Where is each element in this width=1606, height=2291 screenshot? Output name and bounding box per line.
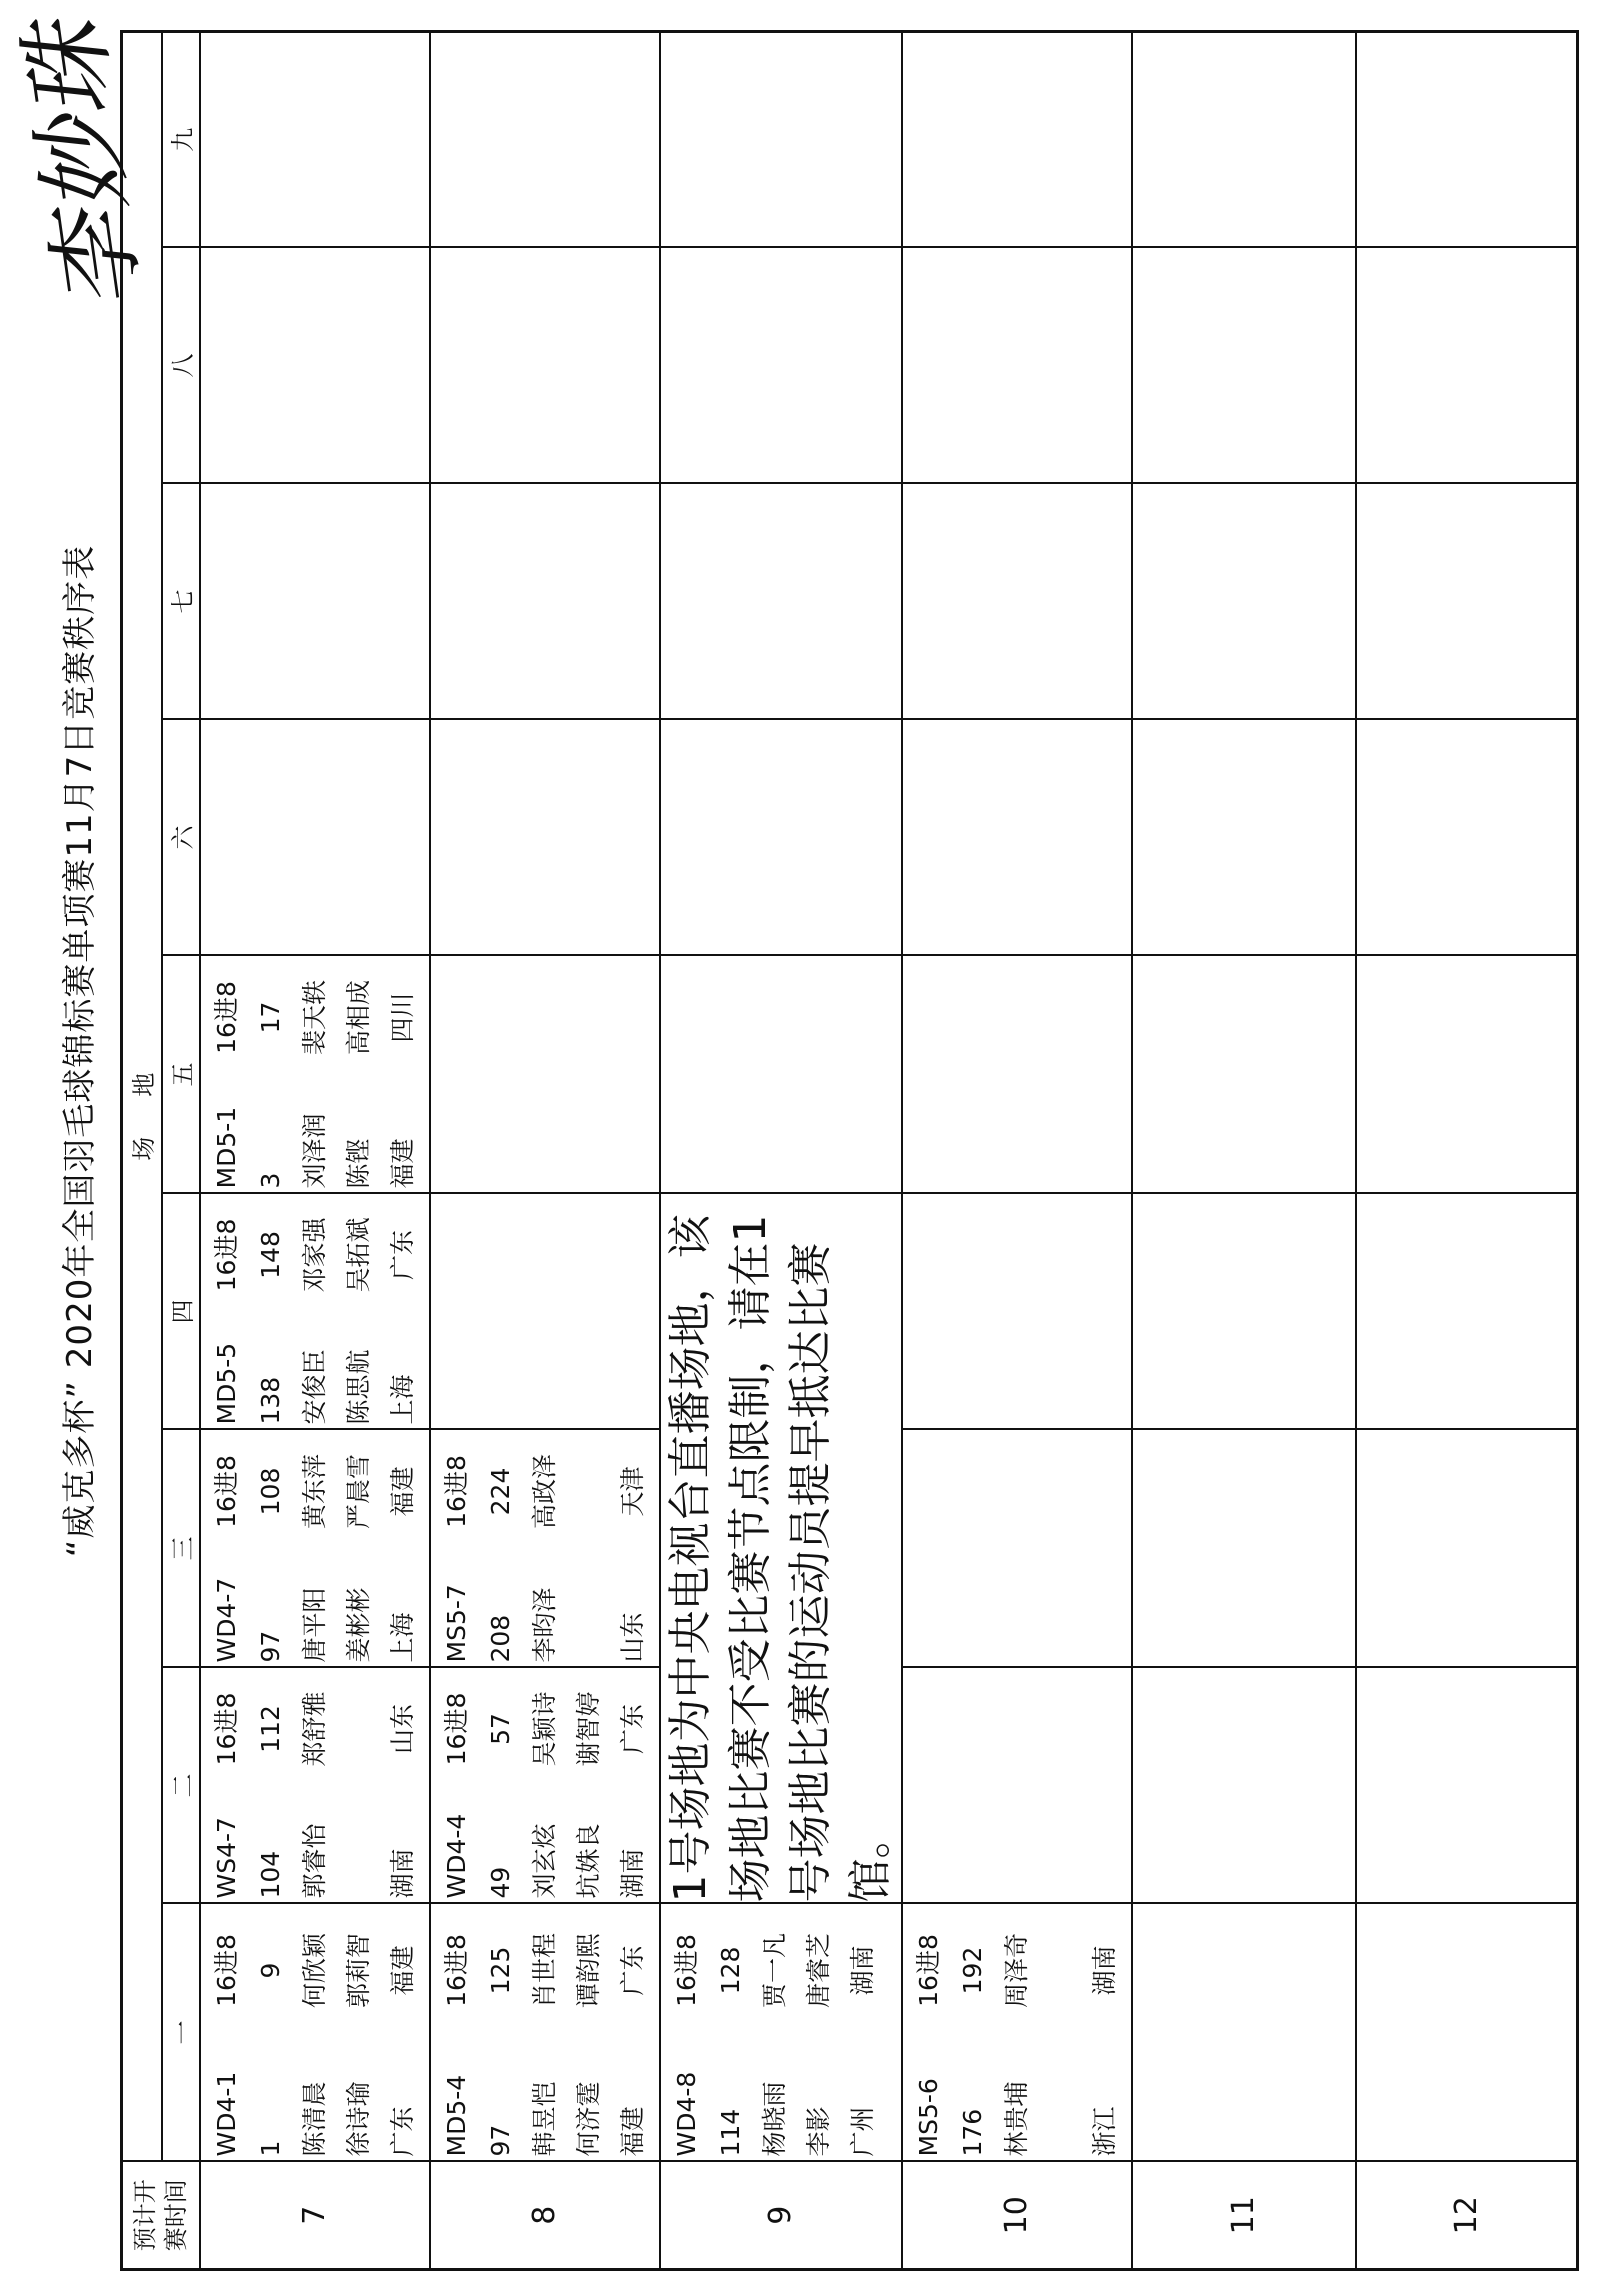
match-round: 16进8 — [441, 1455, 471, 1528]
empty-cell — [902, 484, 1132, 720]
handwritten-signature: 李妙珠 — [8, 15, 160, 317]
player-name: 唐平阳 — [299, 1587, 329, 1663]
match-round: 16进8 — [211, 1218, 241, 1292]
empty-cell — [902, 956, 1132, 1194]
page-title: “威克多杯” 2020年全国羽毛球锦标赛单项赛11月7日竞赛秩序表 — [60, 544, 100, 1558]
match-cell — [200, 956, 430, 1194]
court-header: 六 — [162, 720, 200, 956]
player-name — [337, 1673, 381, 1786]
seed-number: 9 — [255, 1962, 285, 1979]
province: 湖南 — [847, 1945, 877, 1996]
seed-number: 97 — [485, 2124, 515, 2157]
court-header: 二 — [162, 1668, 200, 1904]
empty-cell — [1356, 248, 1578, 484]
time-cell: 11 — [1132, 2162, 1356, 2270]
player-name: 贾一凡 — [759, 1933, 789, 2009]
empty-cell — [1132, 484, 1356, 720]
player-name: 林贵埔 — [1001, 2081, 1031, 2157]
seed-number: 125 — [485, 1946, 515, 1995]
empty-cell — [1356, 32, 1578, 248]
player-name: 安俊臣 — [299, 1349, 329, 1425]
player-name: 何济霆 — [573, 2081, 603, 2157]
match-code: MD5-4 — [441, 2074, 471, 2157]
empty-cell — [902, 1668, 1132, 1904]
time-row — [200, 32, 430, 2270]
empty-cell — [1356, 956, 1578, 1194]
match-code: WD4-1 — [211, 2071, 241, 2157]
schedule-table — [120, 30, 1579, 2271]
match-round: 16进8 — [441, 1692, 471, 1766]
court-header: 七 — [162, 484, 200, 720]
match-code: MD5-5 — [211, 1342, 241, 1425]
player-name: 杨晓雨 — [759, 2081, 789, 2157]
player-name: 唐睿芝 — [803, 1933, 833, 2009]
match-round: 16进8 — [211, 981, 241, 1054]
match-round: 16进8 — [671, 1934, 701, 2007]
match-cell — [430, 1430, 660, 1668]
court-header: 五 — [162, 956, 200, 1194]
province: 湖南 — [387, 1848, 417, 1899]
empty-cell — [1356, 1904, 1578, 2162]
empty-cell — [902, 720, 1132, 956]
province: 山东 — [387, 1704, 417, 1755]
player-name: 坑姝良 — [573, 1823, 603, 1899]
empty-cell — [430, 1194, 660, 1430]
seed-number: 97 — [255, 1630, 285, 1663]
player-name — [1039, 1909, 1083, 2033]
header-row-field — [122, 32, 162, 2270]
empty-cell — [200, 720, 430, 956]
time-cell: 10 — [902, 2162, 1132, 2270]
empty-cell — [902, 1194, 1132, 1430]
player-name: 谭韵熙 — [573, 1933, 603, 2009]
match-code: WD4-7 — [211, 1577, 241, 1663]
empty-cell — [1356, 484, 1578, 720]
player-name: 吴颖诗 — [529, 1691, 559, 1767]
match-round: 16进8 — [913, 1934, 943, 2007]
empty-cell — [1132, 248, 1356, 484]
empty-cell — [200, 32, 430, 248]
header-row-courts — [162, 32, 200, 2270]
empty-cell — [1132, 32, 1356, 248]
match-round: 16进8 — [441, 1934, 471, 2007]
time-cell: 7 — [200, 2162, 430, 2270]
province: 广东 — [387, 1230, 417, 1281]
match-code: WD4-4 — [441, 1813, 471, 1899]
player-name: 吴拓斌 — [343, 1217, 373, 1293]
empty-cell — [660, 956, 902, 1194]
province: 广东 — [387, 2106, 417, 2157]
player-name: 陈思航 — [343, 1349, 373, 1425]
province: 福建 — [387, 1138, 417, 1189]
seed-number: 138 — [255, 1376, 285, 1425]
court-header: 九 — [162, 32, 200, 248]
seed-number: 49 — [485, 1866, 515, 1899]
empty-cell — [660, 484, 902, 720]
match-round: 16进8 — [211, 1455, 241, 1528]
seed-number: 208 — [485, 1614, 515, 1663]
empty-cell — [1356, 1194, 1578, 1430]
empty-cell — [430, 248, 660, 484]
empty-cell — [1356, 1668, 1578, 1904]
province: 福建 — [617, 2106, 647, 2157]
empty-cell — [430, 956, 660, 1194]
province: 广东 — [617, 1945, 647, 1996]
empty-cell — [430, 720, 660, 956]
province: 广州 — [847, 2106, 877, 2157]
empty-cell — [660, 720, 902, 956]
player-name: 徐诗瑜 — [343, 2081, 373, 2157]
empty-cell — [1132, 956, 1356, 1194]
player-name: 刘玄炫 — [529, 1823, 559, 1899]
empty-cell — [200, 248, 430, 484]
time-row — [660, 32, 902, 2270]
empty-cell — [902, 1430, 1132, 1668]
court-header: 三 — [162, 1430, 200, 1668]
match-cell — [200, 1904, 430, 2162]
time-row — [430, 32, 660, 2270]
player-name: 陈清晨 — [299, 2081, 329, 2157]
seed-number: 17 — [255, 1001, 285, 1034]
player-name: 高相成 — [343, 980, 373, 1056]
empty-cell — [430, 484, 660, 720]
time-row — [1132, 32, 1356, 2270]
seed-number: 176 — [957, 2108, 987, 2157]
match-round: 16进8 — [211, 1692, 241, 1766]
match-cell — [430, 1668, 660, 1904]
time-row — [902, 32, 1132, 2270]
seed-number: 108 — [255, 1467, 285, 1516]
player-name: 郭睿怡 — [299, 1823, 329, 1899]
empty-cell — [1356, 1430, 1578, 1668]
court-header: 一 — [162, 1904, 200, 2162]
player-name: 郑舒雅 — [299, 1691, 329, 1767]
player-name: 郭莉智 — [343, 1933, 373, 2009]
player-name: 肖世程 — [529, 1933, 559, 2009]
empty-cell — [430, 32, 660, 248]
province: 浙江 — [1089, 2106, 1119, 2157]
player-name — [567, 1435, 611, 1549]
player-name: 严晨雪 — [343, 1454, 373, 1530]
empty-cell — [660, 248, 902, 484]
match-cell — [902, 1904, 1132, 2162]
match-code: MD5-1 — [211, 1106, 241, 1189]
empty-cell — [1132, 1194, 1356, 1430]
time-cell: 8 — [430, 2162, 660, 2270]
seed-number: 1 — [255, 2140, 285, 2157]
empty-cell — [660, 32, 902, 248]
match-cell — [200, 1668, 430, 1904]
match-code: WS4-7 — [211, 1817, 241, 1899]
player-name — [337, 1786, 381, 1899]
match-cell — [200, 1194, 430, 1430]
player-name: 韩昱恺 — [529, 2081, 559, 2157]
field-header: 场地 — [122, 32, 162, 2162]
seed-number: 104 — [255, 1850, 285, 1899]
empty-cell — [1132, 1904, 1356, 2162]
broadcast-notice: 1号场地为中央电视台直播场地，该场地比赛不受比赛节点限制，请在1号场地比赛的运动员提早抵达比赛馆。 — [660, 1194, 902, 1904]
seed-number: 128 — [715, 1946, 745, 1995]
province: 上海 — [387, 1374, 417, 1425]
province: 福建 — [387, 1945, 417, 1996]
province: 四川 — [387, 992, 417, 1043]
match-cell — [200, 1430, 430, 1668]
match-round: 16进8 — [211, 1934, 241, 2007]
player-name: 高政泽 — [529, 1454, 559, 1530]
time-cell: 12 — [1356, 2162, 1578, 2270]
match-cell — [660, 1904, 902, 2162]
empty-cell — [1132, 1668, 1356, 1904]
player-name: 周泽奇 — [1001, 1933, 1031, 2009]
province: 上海 — [387, 1612, 417, 1663]
seed-number: 148 — [255, 1231, 285, 1279]
seed-number: 3 — [255, 1172, 285, 1189]
player-name: 谢智婷 — [573, 1691, 603, 1767]
empty-cell — [200, 484, 430, 720]
player-name: 姜彬彬 — [343, 1587, 373, 1663]
player-name: 裴天轶 — [299, 980, 329, 1056]
province: 福建 — [387, 1466, 417, 1517]
player-name — [1039, 2033, 1083, 2157]
match-code: MS5-6 — [913, 2078, 943, 2157]
player-name — [567, 1549, 611, 1663]
seed-number: 114 — [715, 2108, 745, 2157]
seed-number: 112 — [255, 1705, 285, 1753]
empty-cell — [1356, 720, 1578, 956]
player-name: 陈铿 — [343, 1138, 373, 1189]
seed-number: 224 — [485, 1467, 515, 1516]
province: 天津 — [617, 1466, 647, 1517]
empty-cell — [902, 248, 1132, 484]
empty-cell — [1132, 720, 1356, 956]
match-code: MS5-7 — [441, 1584, 471, 1663]
player-name: 刘泽润 — [299, 1113, 329, 1189]
player-name: 邓家强 — [299, 1217, 329, 1293]
province: 山东 — [617, 1612, 647, 1663]
time-row — [1356, 32, 1578, 2270]
player-name: 黄东萍 — [299, 1454, 329, 1530]
empty-cell — [902, 32, 1132, 248]
time-cell: 9 — [660, 2162, 902, 2270]
province: 湖南 — [1089, 1945, 1119, 1996]
empty-cell — [1132, 1430, 1356, 1668]
player-name: 何欣颖 — [299, 1933, 329, 2009]
time-header: 预计开 赛时间 — [122, 2162, 200, 2270]
court-header: 八 — [162, 248, 200, 484]
match-cell — [430, 1904, 660, 2162]
province: 湖南 — [617, 1848, 647, 1899]
seed-number: 57 — [485, 1713, 515, 1745]
seed-number: 192 — [957, 1946, 987, 1995]
player-name: 李影 — [803, 2106, 833, 2157]
province: 广东 — [617, 1704, 647, 1755]
match-code: WD4-8 — [671, 2071, 701, 2157]
player-name: 李昀泽 — [529, 1587, 559, 1663]
court-header: 四 — [162, 1194, 200, 1430]
